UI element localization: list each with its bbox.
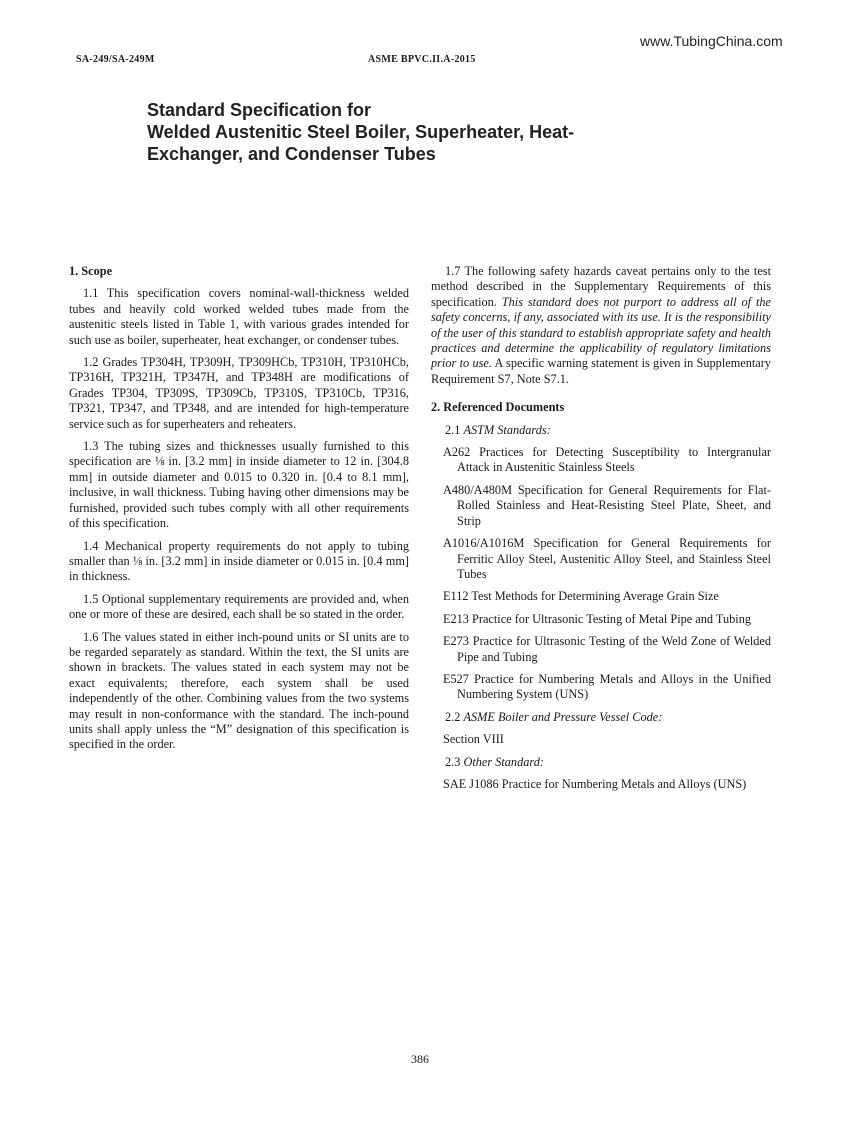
reference-a1016: A1016/A1016M Specification for General Requirements for Ferritic Alloy Steel, Austenitic Alloy Steel, and Stainless Steel Tubes [443, 536, 771, 581]
paragraph-1-7-text: 1.7 The following safety hazards caveat pertains only to the test method described in the Supplementary Requirements of this specification. [431, 264, 771, 309]
reference-a480: A480/A480M Specification for General Requirements for Flat-Rolled Stainless and Heat-Resisting Steel Plate, Sheet, and Strip [443, 482, 771, 528]
title-line-3: Exchanger, and Condenser Tubes [147, 144, 436, 164]
paragraph-1-3: 1.3 The tubing sizes and thicknesses usually furnished to this specification are ⅛ in. [3.2 mm] in inside diameter to 12 in. [304.8 mm] in outside diameter and 0.015 to 0.320 in. [0.4 to 8.1 mm], inclusive, in wall thickness. Tubing having other dimensions may be furnished, provided such tubes comply with all other requirements of this specification. [69, 439, 409, 531]
other-standard-heading [431, 755, 771, 770]
section-2-2-number: 2.2 [445, 709, 461, 724]
reference-a262: A262 Practices for Detecting Susceptibility to Intergranular Attack in Austenitic Stainless Steels [443, 445, 771, 475]
section-2-1-number: 2.1 [445, 422, 461, 437]
astm-standards-heading [431, 423, 771, 438]
header-code-edition: ASME BPVC.II.A-2015 [368, 54, 476, 65]
header-spec-number: SA-249/SA-249M [76, 54, 155, 65]
page-number: 386 [411, 1052, 429, 1066]
asme-code-heading [431, 710, 771, 725]
title-line-1: Standard Specification for [147, 100, 372, 120]
document-title [147, 99, 667, 165]
paragraph-1-4: 1.4 Mechanical property requirements do not apply to tubing smaller than ⅛ in. [3.2 mm] in inside diameter or 0.015 in. [0.4 mm] in thickness. [69, 538, 409, 584]
reference-sae-j1086: SAE J1086 Practice for Numbering Metals and Alloys (UNS) [443, 776, 747, 791]
watermark-url: www.TubingChina.com [640, 33, 783, 49]
paragraph-1-5: 1.5 Optional supplementary requirements are provided and, when one or more of these are desired, each shall be so stated in the order. [69, 591, 409, 622]
safety-caveat: This standard does not purport to address all of the safety concerns, if any, associated with its use. It is the responsibility of the user of this standard to establish appropriate safety and health practices and determine the applicability of regulatory limitations prior to use. [431, 294, 771, 371]
left-column [69, 264, 409, 760]
paragraph-1-6: 1.6 The values stated in either inch-pound units or SI units are to be regarded separately as standard. Within the text, the SI units are shown in brackets. The values stated in each system may not be exact equivalents; therefore, each system shall be used independently of the other. Combining values from the two systems may result in non-conformance with the standard. The inch-pound units shall apply unless the “M” designation of this specification is specified in the order. [69, 629, 409, 752]
right-column [431, 264, 771, 799]
astm-standards-label: ASTM Standards: [463, 422, 551, 437]
reference-section-viii: Section VIII [443, 732, 504, 747]
other-standard-label: Other Standard: [463, 754, 544, 769]
paragraph-1-2: 1.2 Grades TP304H, TP309H, TP309HCb, TP310H, TP310HCb, TP316H, TP321H, TP347H, and TP348H are modifications of Grades TP304, TP309S, TP309Cb, TP310S, TP310Cb, TP316, TP321, TP347, and TP348, and are intended for high-temperature service such as for superheaters and reheaters. [69, 355, 409, 431]
paragraph-1-7 [431, 264, 771, 387]
referenced-documents-heading: 2. Referenced Documents [431, 400, 565, 415]
paragraph-1-1: 1.1 This specification covers nominal-wall-thickness welded tubes and heavily cold worked welded tubes made from the austenitic steels listed in Table 1, with various grades intended for such use as boiler, superheater, heat exchanger, or condenser tubes. [69, 286, 409, 347]
title-line-2: Welded Austenitic Steel Boiler, Superheater, Heat- [147, 122, 575, 142]
reference-e213: E213 Practice for Ultrasonic Testing of Metal Pipe and Tubing [443, 611, 751, 626]
reference-e273: E273 Practice for Ultrasonic Testing of the Weld Zone of Welded Pipe and Tubing [443, 634, 771, 664]
scope-heading: 1. Scope [69, 264, 113, 278]
reference-e112: E112 Test Methods for Determining Average Grain Size [443, 589, 719, 604]
reference-e527: E527 Practice for Numbering Metals and Alloys in the Unified Numbering System (UNS) [443, 671, 771, 702]
section-2-3-number: 2.3 [445, 754, 461, 769]
paragraph-1-7-warning: A specific warning statement is given in Supplementary Requirement S7, Note S7.1. [431, 356, 771, 386]
asme-code-label: ASME Boiler and Pressure Vessel Code: [463, 709, 663, 724]
